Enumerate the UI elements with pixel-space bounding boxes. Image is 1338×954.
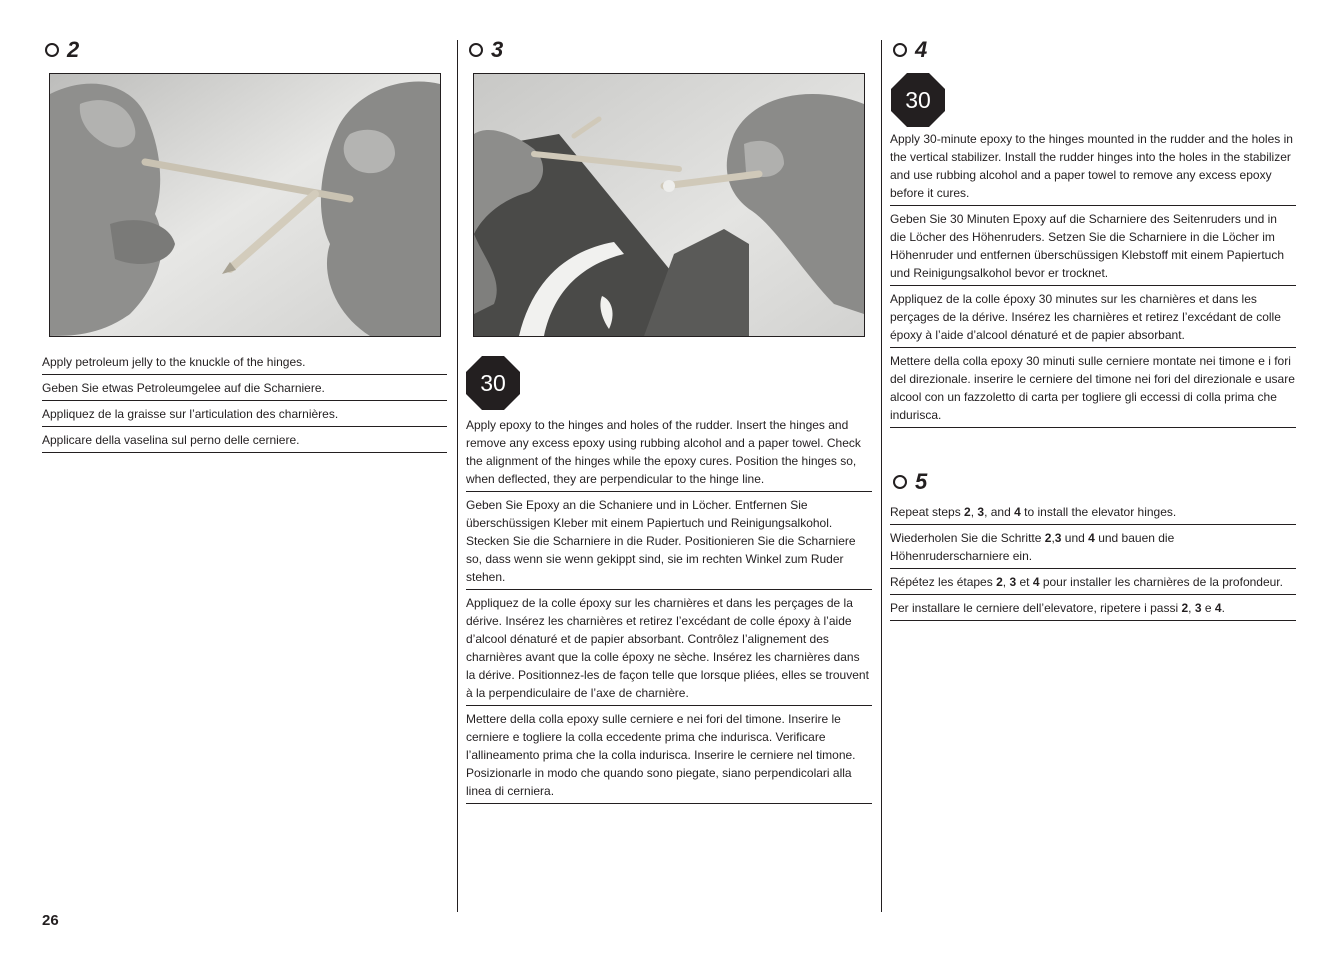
page-number: 26 [42,912,59,929]
step-checkbox-icon[interactable] [45,43,59,57]
step-number: 5 [915,469,928,494]
epoxy-30-minute-badge [891,73,945,127]
step-3-text-en: Apply epoxy to the hinges and holes of the rudder. Insert the hinges and remove any excess epoxy using rubbing alcohol and a paper towel. Check the alignment of the hinges while the epoxy cures. Position the hinges so, when deflected, they are perpendicular to the hinge line. [466,416,872,492]
step-2-text-it: Applicare della vaselina sul perno delle cerniere. [42,427,447,453]
column-divider [881,40,882,912]
step-2-text-en: Apply petroleum jelly to the knuckle of the hinges. [42,353,447,375]
step-4-section [890,36,1296,621]
step-4-text-en: Apply 30-minute epoxy to the hinges mounted in the rudder and the holes in the vertical stabilizer. Install the rudder hinges into the holes in the stabilizer and use rubbing alcohol and a paper towel to remove any excess epoxy before it cures. [890,130,1296,206]
rudder-hinges-photo [474,74,864,336]
step-5-text-fr: Répétez les étapes 2, 3 et 4 pour installer les charnières de la profondeur. [890,569,1296,595]
step-4-text-it: Mettere della colla epoxy 30 minuti sulle cerniere montate nei timone e i fori del direzionale. inserire le cerniere del timone nei fori del direzionale e usare alcool con un fazzoletto di carta per togliere gli eccessi di colla prima che indurisca. [890,348,1296,428]
step-2-text-de: Geben Sie etwas Petroleumgelee auf die Scharniere. [42,375,447,401]
step-2-text-fr: Appliquez de la graisse sur l’articulation des charnières. [42,401,447,427]
step-5-text-it: Per installare le cerniere dell’elevatore, ripetere i passi 2, 3 e 4. [890,595,1296,621]
hands-hinges-photo [50,74,440,336]
step-checkbox-icon[interactable] [893,475,907,489]
step-checkbox-icon[interactable] [893,43,907,57]
badge-label: 30 [905,87,931,113]
step-4-header [890,36,1296,64]
column-divider [457,40,458,912]
step-3-section [466,36,872,804]
step-number: 2 [67,37,80,62]
epoxy-30-minute-badge [466,356,520,410]
step-number: 4 [915,37,928,62]
badge-label: 30 [480,370,506,396]
step-2-section [42,36,447,453]
step-5-text-de: Wiederholen Sie die Schritte 2,3 und 4 und bauen die Höhenruderscharniere ein. [890,525,1296,569]
step-number: 3 [491,37,504,62]
step-5-section [890,468,1296,621]
step-2-photo [49,73,441,337]
step-3-photo [473,73,865,337]
step-5-header [890,468,1296,496]
step-3-text-fr: Appliquez de la colle époxy sur les charnières et dans les perçages de la dérive. Insérez les charnières et retirez l’excédant de colle époxy à l’aide d’alcool dénaturé et de papier absorbant. Contrôlez l’alignement des charnières avant que la colle époxy ne sèche. Insérez les charnières dans la dérive. Positionnez-les de façon telle que lorsque pliées, elles se trouvent à la perpendiculaire de l’axe de charnière. [466,590,872,706]
step-2-header [42,36,447,64]
step-4-text-fr: Appliquez de la colle époxy 30 minutes sur les charnières et dans les perçages de la dérive. Insérez les charnières et retirez l’excédant de colle époxy à l’aide d’alcool dénaturé et de papier absorbant. [890,286,1296,348]
step-3-text-it: Mettere della colla epoxy sulle cerniere e nei fori del timone. Inserire le cerniere e togliere la colla eccedente prima che indurisca. Verificare l’allineamento prima che la colla indurisca. Inserire le cerniere nel timone. Posizionarle in modo che quando sono piegate, siano perpendicolari alla linea di cerniera. [466,706,872,804]
step-4-text-de: Geben Sie 30 Minuten Epoxy auf die Scharniere des Seitenruders und in die Löcher des Höhenruders. Setzen Sie die Scharniere in die Löcher im Höhenruder und entfernen überschüssigen Klebstoff mit einem Papiertuch und Reinigungsalkohol bevor er trocknet. [890,206,1296,286]
step-5-text-en: Repeat steps 2, 3, and 4 to install the elevator hinges. [890,503,1296,525]
step-3-text-de: Geben Sie Epoxy an die Schaniere und in Löcher. Entfernen Sie überschüssigen Kleber mit einem Papiertuch und Reinigungsalkohol. Stecken Sie die Scharniere in die Ruder. Positionieren Sie die Scharniere so, dass wenn sie wenn gekippt sind, sie im rechten Winkel zum Ruder stehen. [466,492,872,590]
step-checkbox-icon[interactable] [469,43,483,57]
step-3-header [466,36,872,64]
